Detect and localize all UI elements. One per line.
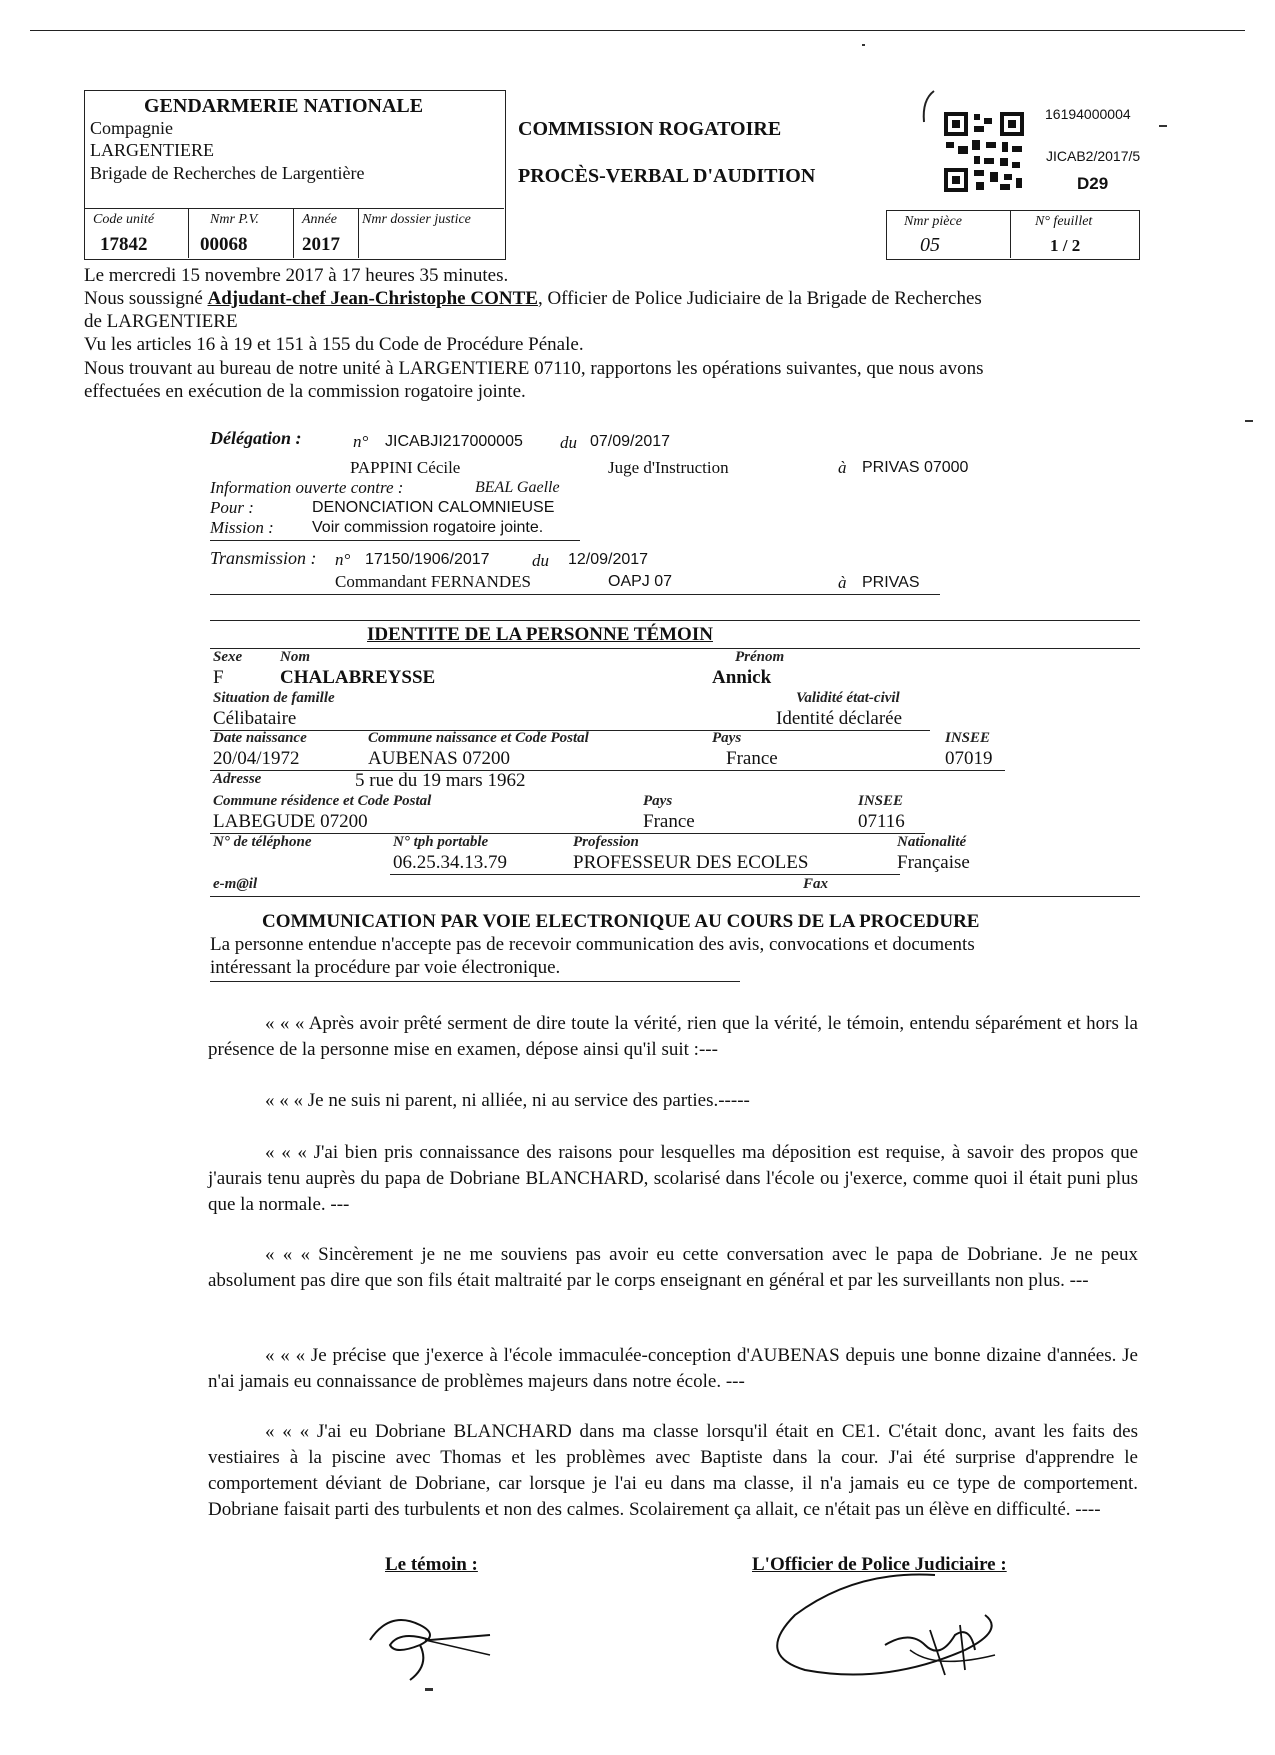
- validite-label: Validité état-civil: [796, 690, 900, 706]
- portable-value: 06.25.34.13.79: [393, 852, 507, 873]
- piece-label: Nmr pièce: [904, 214, 962, 229]
- transmission-underline: [210, 594, 940, 595]
- mission-underline: [210, 540, 580, 541]
- info-label: Information ouverte contre :: [210, 478, 404, 497]
- date-naissance-label: Date naissance: [213, 730, 307, 746]
- pays2-label: Pays: [643, 793, 673, 809]
- statement-2: « « « Je ne suis ni parent, ni alliée, ni au service des parties.-----: [265, 1090, 750, 1111]
- communication-heading: COMMUNICATION PAR VOIE ELECTRONIQUE AU COURS DE LA PROCEDURE: [262, 911, 980, 932]
- situation-value: Célibataire: [213, 708, 297, 729]
- identity-top-rule: [210, 620, 1140, 621]
- naissance-rule: [210, 770, 1005, 771]
- statement-1: « « « Après avoir prêté serment de dire toute la vérité, rien que la vérité, le témoin, entendu séparément et hors la présence de la personne mise en examen, dépose ainsi qu'il suit :---: [208, 1013, 1138, 1060]
- insee2-value: 07116: [858, 811, 905, 832]
- insee2-label: INSEE: [858, 793, 904, 809]
- transmission-n-label: n°: [335, 550, 351, 569]
- piece-divider: [1010, 210, 1011, 258]
- intro-officer-pre: Nous soussigné: [84, 288, 208, 309]
- transmission-date: 12/09/2017: [568, 551, 649, 568]
- doc-title-1: COMMISSION ROGATOIRE: [518, 118, 782, 140]
- commune-naissance-label: Commune naissance et Code Postal: [368, 730, 589, 746]
- transmission-label: Transmission :: [210, 548, 317, 568]
- delegation-label: Délégation :: [210, 428, 302, 448]
- header-divider: [84, 208, 504, 209]
- pays2-value: France: [643, 811, 695, 832]
- transmission-officer: Commandant FERNANDES: [335, 572, 531, 591]
- transmission-a-label: à: [838, 573, 847, 592]
- feuillet-value: 1 / 2: [1050, 236, 1081, 255]
- email-label: e-m@il: [213, 876, 258, 892]
- top-rule: [30, 30, 1245, 31]
- pays1-value: France: [726, 748, 778, 769]
- profession-label: Profession: [573, 834, 639, 850]
- code-unite-value: 17842: [100, 234, 148, 255]
- scan-speck: [1159, 125, 1167, 127]
- prenom-label: Prénom: [735, 649, 785, 665]
- adresse-value: 5 rue du 19 mars 1962: [355, 770, 526, 791]
- commune-residence-label: Commune résidence et Code Postal: [213, 793, 432, 809]
- delegation-place: PRIVAS 07000: [862, 459, 969, 476]
- date-naissance-value: 20/04/1972: [213, 748, 300, 769]
- fax-label: Fax: [803, 876, 829, 892]
- ref-cote: D29: [1077, 174, 1109, 193]
- sexe-label: Sexe: [213, 649, 243, 665]
- org-name: GENDARMERIE NATIONALE: [144, 95, 424, 117]
- header-col2: [293, 208, 294, 258]
- delegation-judge-role: Juge d'Instruction: [608, 458, 729, 477]
- intro-date: Le mercredi 15 novembre 2017 à 17 heures 35 minutes.: [84, 265, 509, 286]
- situation-label: Situation de famille: [213, 690, 335, 706]
- sexe-value: F: [213, 667, 224, 688]
- transmission-number: 17150/1906/2017: [365, 551, 490, 568]
- pour-value: DENONCIATION CALOMNIEUSE: [312, 499, 555, 516]
- ref-number: 16194000004: [1045, 106, 1131, 122]
- brigade-name: Brigade de Recherches de Largentière: [90, 163, 365, 183]
- officer-signature: [735, 1535, 1035, 1705]
- intro-location: Nous trouvant au bureau de notre unité à LARGENTIERE 07110, rapportons les opérations suivantes, que nous avons: [84, 358, 984, 379]
- scan-speck: [1245, 420, 1253, 422]
- portable-label: N° tph portable: [393, 834, 489, 850]
- statement-3: « « « J'ai bien pris connaissance des raisons pour lesquelles ma déposition est requise, à savoir des propos que j'aurais tenu auprès du papa de Dobriane BLANCHARD, scolarisé dans l'école ou j'exerce, comme quoi il était puni plus que la normale. ---: [208, 1142, 1138, 1215]
- profession-value: PROFESSEUR DES ECOLES: [573, 852, 809, 873]
- transmission-place: PRIVAS: [862, 574, 920, 591]
- ref-dossier: JICAB2/2017/5: [1046, 148, 1141, 164]
- officer-label: L'Officier de Police Judiciaire :: [752, 1554, 1007, 1575]
- nmr-pv-label: Nmr P.V.: [210, 212, 259, 227]
- nationalite-label: Nationalité: [897, 834, 967, 850]
- nmr-pv-value: 00068: [200, 234, 248, 255]
- delegation-du-label: du: [560, 433, 577, 452]
- nationalite-value: Française: [897, 852, 970, 873]
- witness-signature: [360, 1600, 510, 1690]
- residence-rule: [210, 833, 925, 834]
- intro-officer-line: [84, 288, 982, 310]
- scan-speck: [862, 44, 865, 46]
- piece-value: 05: [920, 234, 940, 256]
- feuillet-label: N° feuillet: [1035, 214, 1093, 229]
- bracket-mark: [918, 88, 938, 128]
- qr-code: [944, 112, 1024, 192]
- prenom-value: Annick: [712, 667, 772, 688]
- header-col3: [358, 208, 359, 258]
- intro-articles: Vu les articles 16 à 19 et 151 à 155 du Code de Procédure Pénale.: [84, 334, 584, 355]
- communication-underline: [210, 981, 740, 982]
- intro-officer-post: , Officier de Police Judiciaire de la Brigade de Recherches: [537, 288, 982, 309]
- communication-line1: La personne entendue n'accepte pas de recevoir communication des avis, convocations et documents: [210, 934, 975, 955]
- mission-label: Mission :: [210, 518, 274, 537]
- delegation-number: JICABJI217000005: [385, 433, 523, 450]
- delegation-n-label: n°: [353, 432, 369, 451]
- communication-line2: intéressant la procédure par voie électronique.: [210, 957, 561, 978]
- identity-bottom-rule: [210, 896, 1140, 897]
- statement-4: « « « Sincèrement je ne me souviens pas avoir eu cette conversation avec le papa de Dobriane. Je ne peux absolument pas dire que son fils était maltraité par le corps enseignant en général et par les surveillants non plus. ---: [208, 1244, 1138, 1291]
- identity-heading-rule: [210, 648, 1140, 649]
- pays1-label: Pays: [712, 730, 742, 746]
- compagnie-value: LARGENTIERE: [90, 140, 214, 160]
- insee1-value: 07019: [945, 748, 993, 769]
- officer-name: Adjudant-chef Jean-Christophe CONTE: [207, 288, 538, 309]
- commune-residence-value: LABEGUDE 07200: [213, 811, 368, 832]
- intro-brigade: de LARGENTIERE: [84, 311, 238, 332]
- transmission-du-label: du: [532, 551, 549, 570]
- nom-value: CHALABREYSSE: [280, 667, 436, 688]
- adresse-label: Adresse: [213, 771, 262, 787]
- intro-execution: effectuées en exécution de la commission rogatoire jointe.: [84, 381, 526, 402]
- nom-label: Nom: [280, 649, 310, 665]
- delegation-date: 07/09/2017: [590, 433, 671, 450]
- annee-value: 2017: [302, 234, 340, 255]
- statement-6: « « « J'ai eu Dobriane BLANCHARD dans ma classe lorsqu'il était en CE1. C'était donc, avant les faits des vestiaires à la piscine avec Thomas et les problèmes avec Baptiste dans la cour. J'ai été surprise d'apprendre le comportement déviant de Dobriane, car lorsque je l'ai eu dans ma classe, il n'a jamais eu ce type de comportement. Dobriane faisait parti des turbulents et non des calmes. Scolairement ça allait, ce n'était pas un élève en difficulté. ----: [208, 1421, 1138, 1520]
- validite-value: Identité déclarée: [776, 708, 903, 729]
- pour-label: Pour :: [210, 498, 254, 517]
- delegation-a-label: à: [838, 458, 847, 477]
- statement-5: « « « Je précise que j'exerce à l'école immaculée-conception d'AUBENAS depuis une bonne dizaine d'années. Je n'ai jamais eu connaissance de problèmes majeurs dans notre école. ---: [208, 1345, 1138, 1392]
- info-value: BEAL Gaelle: [475, 479, 560, 496]
- tel-rule: [390, 874, 900, 875]
- scan-speck: [425, 1688, 433, 1691]
- doc-title-2: PROCÈS-VERBAL D'AUDITION: [518, 165, 816, 187]
- insee1-label: INSEE: [945, 730, 991, 746]
- delegation-judge: PAPPINI Cécile: [350, 458, 461, 477]
- header-col1: [188, 208, 189, 258]
- code-unite-label: Code unité: [93, 212, 155, 227]
- mission-value: Voir commission rogatoire jointe.: [312, 519, 544, 536]
- annee-label: Année: [302, 212, 337, 227]
- transmission-unit: OAPJ 07: [608, 573, 673, 590]
- identity-heading: IDENTITE DE LA PERSONNE TÉMOIN: [367, 624, 713, 645]
- dossier-label: Nmr dossier justice: [362, 212, 471, 227]
- commune-naissance-value: AUBENAS 07200: [368, 748, 510, 769]
- tel-label: N° de téléphone: [213, 834, 312, 850]
- compagnie-label: Compagnie: [90, 118, 173, 138]
- witness-label: Le témoin :: [385, 1554, 478, 1575]
